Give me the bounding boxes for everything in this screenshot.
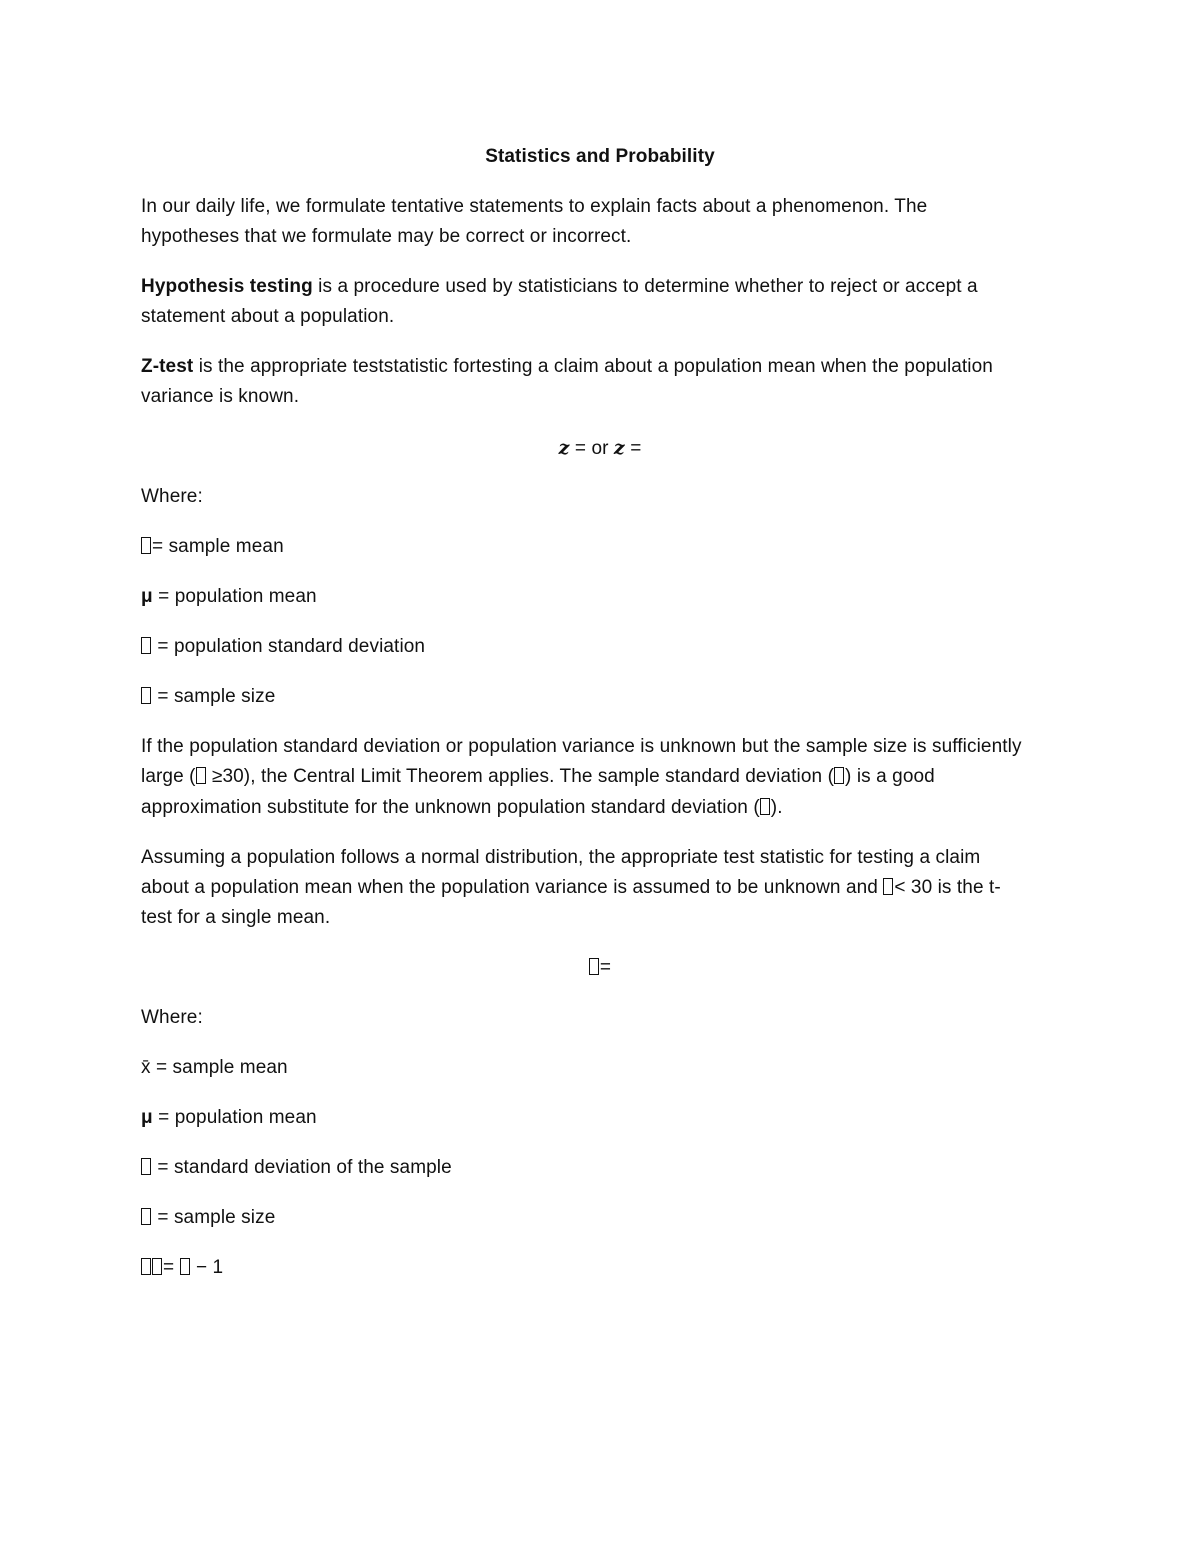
where2-item-text: = population mean: [152, 1107, 317, 1128]
hypothesis-definition: is a procedure used by statisticians to determine whether to reject or accept a: [312, 276, 978, 297]
intro-line-2: hypotheses that we formulate may be correct or incorrect.: [141, 226, 632, 247]
missing-glyph-icon: [834, 767, 844, 784]
missing-glyph-icon: [883, 878, 893, 895]
where2-item-text: = sample size: [152, 1207, 276, 1228]
clt-text: ).: [770, 797, 783, 818]
ttest-text: about a population mean when the population variance is assumed to be unknown and: [141, 877, 884, 898]
ztest-definition: is the appropriate teststatistic fortesting a claim about a population mean when the population: [193, 356, 993, 377]
mu-symbol: μ: [141, 1107, 153, 1128]
clt-text: ≥30), the Central Limit Theorem applies. The sample standard deviation (: [206, 766, 835, 787]
where2-item-population-mean: [141, 1106, 317, 1130]
ttest-line-3: test for a single mean.: [141, 907, 331, 928]
df-minus-one: − 1: [190, 1257, 224, 1278]
where1-item-text: = population standard deviation: [152, 636, 426, 657]
ztest-line-1: [141, 355, 993, 379]
missing-glyph-icon: [141, 1158, 151, 1175]
hypothesis-line-1: [141, 275, 978, 299]
ztest-line-2: variance is known.: [141, 386, 300, 407]
ttest-line-2: [141, 876, 1001, 900]
hypothesis-line-2: statement about a population.: [141, 306, 395, 327]
z-formula: [0, 436, 1200, 461]
ttest-line-1: Assuming a population follows a normal distribution, the appropriate test statistic for testing a claim: [141, 847, 981, 868]
hypothesis-term: Hypothesis testing: [141, 276, 313, 297]
t-formula-eq: =: [599, 957, 612, 978]
clt-line-1: If the population standard deviation or population variance is unknown but the sample size is sufficiently: [141, 736, 1022, 757]
where2-item-sample-sd: [141, 1156, 452, 1180]
missing-glyph-icon: [180, 1258, 190, 1275]
z-formula-eq: = or: [569, 438, 614, 459]
degrees-of-freedom: [141, 1256, 223, 1280]
t-formula: [0, 956, 1200, 980]
missing-glyph-icon: [589, 958, 599, 975]
where1-item-population-mean: [141, 585, 317, 609]
page-title: Statistics and Probability: [485, 146, 715, 167]
missing-glyph-icon: [196, 767, 206, 784]
clt-text: ) is a good: [845, 766, 935, 787]
missing-glyph-icon: [141, 637, 151, 654]
missing-glyph-icon: [760, 798, 770, 815]
missing-glyph-icon: [141, 537, 151, 554]
ztest-term: Z-test: [141, 356, 194, 377]
z-symbol-2: z: [613, 437, 625, 459]
where1-item-sample-size: [141, 685, 275, 709]
where2-item-text: = standard deviation of the sample: [152, 1157, 452, 1178]
where1-item-text: = population mean: [152, 586, 317, 607]
where-label-1: Where:: [141, 486, 203, 507]
where2-item-sample-mean: x̄ = sample mean: [141, 1057, 288, 1078]
clt-line-2: [141, 765, 935, 789]
where-label-2: Where:: [141, 1007, 203, 1028]
missing-glyph-icon: [141, 1258, 151, 1275]
z-formula-eq-2: =: [624, 438, 642, 459]
where1-item-text: = sample mean: [152, 536, 284, 557]
df-equals: =: [163, 1257, 175, 1278]
clt-line-3: [141, 796, 783, 820]
missing-glyph-icon: [152, 1258, 162, 1275]
where2-item-sample-size: [141, 1206, 275, 1230]
z-symbol: z: [558, 437, 570, 459]
mu-symbol: μ: [141, 586, 153, 607]
where1-item-population-sd: [141, 635, 425, 659]
missing-glyph-icon: [141, 1208, 151, 1225]
missing-glyph-icon: [141, 687, 151, 704]
clt-text: approximation substitute for the unknown population standard deviation (: [141, 797, 760, 818]
where1-item-text: = sample size: [152, 686, 276, 707]
clt-text: large (: [141, 766, 196, 787]
ttest-text: < 30 is the t-: [894, 877, 1001, 898]
intro-line-1: In our daily life, we formulate tentative statements to explain facts about a phenomenon. The: [141, 196, 928, 217]
where1-item-sample-mean: [141, 535, 284, 559]
